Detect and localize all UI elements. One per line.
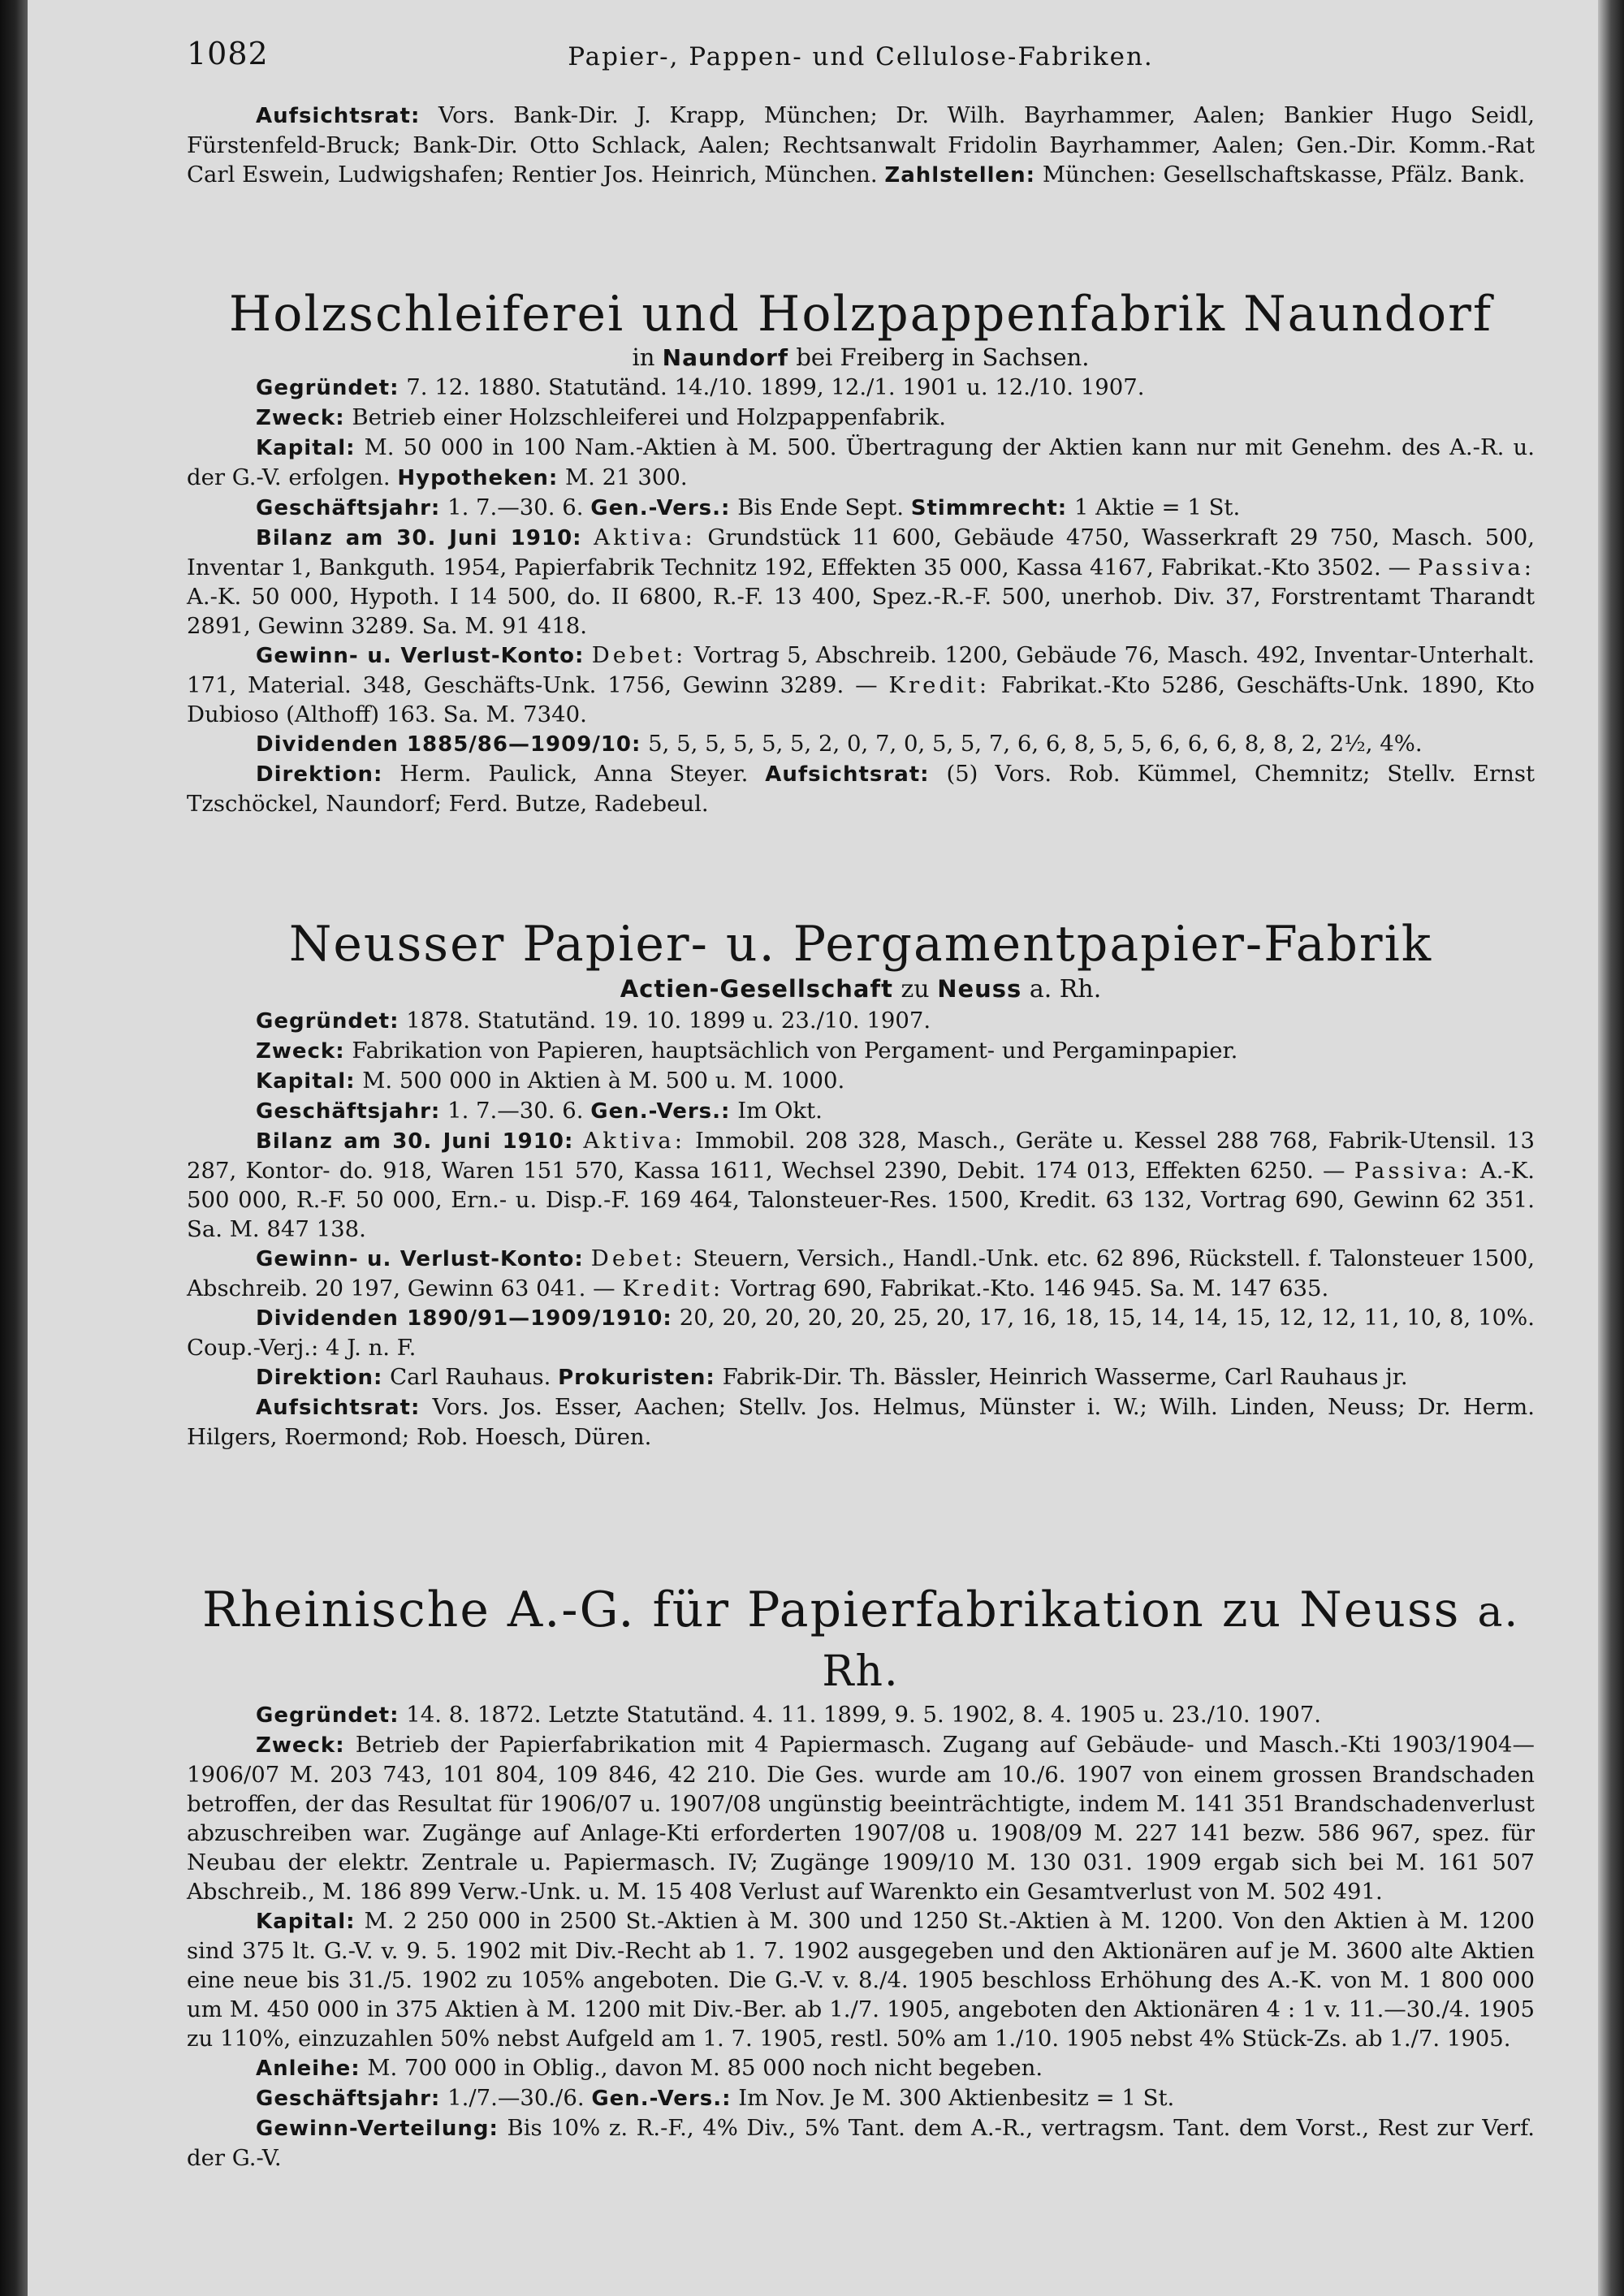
neusser-zweck <box>187 1036 1535 1066</box>
entry-neusser <box>187 916 1535 1452</box>
entry-rheinische <box>187 1582 1535 2173</box>
rheinische-title-tail: a. Rh. <box>822 1588 1520 1696</box>
naundorf-hypotheken-label: Hypotheken: <box>397 466 559 490</box>
naundorf-kapital-label: Kapital: <box>256 436 356 460</box>
neusser-sub-place: Neuss <box>937 975 1022 1003</box>
rheinische-gewinnverteilung <box>187 2113 1535 2173</box>
rheinische-zweck <box>187 1730 1535 1906</box>
rheinische-anleihe <box>187 2053 1535 2083</box>
naundorf-sub-pre: in <box>632 343 655 371</box>
naundorf-aufsichtsrat-text: (5) Vors. Rob. Kümmel, Chemnitz; Stellv. Ernst Tzschöckel, Naundorf; Ferd. Butze, Radebeul. <box>187 761 1535 817</box>
neusser-aufsichtsrat-label: Aufsichtsrat: <box>256 1396 421 1420</box>
neusser-subtitle <box>187 973 1535 1006</box>
neusser-bilanz-aktiva: Immobil. 208 328, Masch., Geräte u. Kessel 288 768, Fabrik-Utensil. 13 287, Kontor- do. 918, Waren 151 570, Kassa 1611, Wechsel 2390, Debit. 174 013, Effekten 6250. — <box>187 1128 1535 1184</box>
naundorf-dividenden <box>187 729 1535 759</box>
neusser-prokuristen-text: Fabrik-Dir. Th. Bässler, Heinrich Wasserme, Carl Rauhaus jr. <box>722 1364 1408 1390</box>
neusser-bilanz <box>187 1126 1535 1244</box>
neusser-dividenden <box>187 1303 1535 1362</box>
prev-zahlstellen-text: München: Gesellschaftskasse, Pfälz. Bank. <box>1042 162 1526 188</box>
naundorf-gegruendet <box>187 373 1535 403</box>
neusser-sub-bold: Actien-Gesellschaft <box>620 975 893 1003</box>
running-title: Papier-, Pappen- und Cellulose-Fabriken. <box>568 42 1154 71</box>
neusser-genvers-label: Gen.-Vers.: <box>590 1099 731 1124</box>
neusser-geschaeftsjahr-text: 1. 7.—30. 6. <box>447 1098 584 1124</box>
rheinische-gegruendet-text: 14. 8. 1872. Letzte Statutänd. 4. 11. 1899, 9. 5. 1902, 8. 4. 1905 u. 23./10. 1907. <box>406 1702 1322 1728</box>
naundorf-genvers-text: Bis Ende Sept. <box>737 494 904 520</box>
rheinische-kapital-label: Kapital: <box>256 1910 356 1934</box>
naundorf-stimmrecht-text: 1 Aktie = 1 St. <box>1073 494 1241 520</box>
rheinische-zweck-text: Betrieb der Papierfabrikation mit 4 Papiermasch. Zugang auf Gebäude- und Masch.-Kti 1903/1904—1906/07 M. 203 743, 101 804, 109 846, 42 210. Die Ges. wurde am 10./6. 1907 von einem grossen Brandschaden betroffen, der das Resultat für 1906/07 u. 1907/08 ungünstig beeinträchtigte, indem M. 141 351 Brandschadenverlust abzuschreiben war. Zugänge auf Anlage-Kti erforderten 1907/08 u. 1908/09 M. 227 141 bezw. 586 967, spez. für Neubau der elektr. Zentrale u. Papiermasch. IV; Zugänge 1909/10 M. 130 031. 1909 ergab sich bei M. 161 507 Abschreib., M. 186 899 Verw.-Unk. u. M. 15 408 Verlust auf Warenkto ein Gesamtverlust von M. 502 491. <box>187 1732 1535 1905</box>
neusser-title: Neusser Papier- u. Pergamentpapier-Fabrik <box>288 916 1433 973</box>
naundorf-bilanz-passiva: A.-K. 50 000, Hypoth. I 14 500, do. II 6800, R.-F. 13 400, Spez.-R.-F. 500, unerhob. Div. 37, Forstrentamt Tharandt 2891, Gewinn 3289. Sa. M. 91 418. <box>187 584 1535 639</box>
naundorf-passiva-word: Passiva: <box>1418 555 1535 580</box>
prev-aufsichtsrat-text: Vors. Bank-Dir. J. Krapp, München; Dr. Wilh. Bayrhammer, Aalen; Bankier Hugo Seidl, Fürstenfeld-Bruck; Bank-Dir. Otto Schlack, Aalen; Rechtsanwalt Fridolin Bayrhammer, Aalen; Gen.-Dir. Komm.-Rat Carl Eswein, Ludwigshafen; Rentier Jos. Heinrich, München. <box>187 102 1535 188</box>
neusser-sub-post: a. Rh. <box>1029 975 1102 1003</box>
naundorf-dividenden-label: Dividenden 1885/86—1909/10: <box>256 732 641 757</box>
naundorf-subtitle <box>187 343 1535 373</box>
rheinische-zweck-label: Zweck: <box>256 1733 345 1758</box>
rheinische-kapital <box>187 1906 1535 2053</box>
left-binding-shadow <box>0 0 28 2296</box>
rheinische-gewinnverteilung-text: Bis 10% z. R.-F., 4% Div., 5% Tant. dem A.-R., vertragsm. Tant. dem Vorst., Rest zur Verf. der G.-V. <box>187 2115 1535 2171</box>
naundorf-hypotheken-text: M. 21 300. <box>565 464 688 490</box>
prev-aufsichtsrat-paragraph <box>187 101 1535 190</box>
naundorf-guv <box>187 641 1535 729</box>
rheinische-genvers-text: Im Nov. Je M. 300 Aktienbesitz = 1 St. <box>738 2085 1175 2111</box>
neusser-kapital <box>187 1066 1535 1096</box>
neusser-geschaeftsjahr <box>187 1096 1535 1126</box>
rheinische-gegruendet-label: Gegründet: <box>256 1703 400 1728</box>
naundorf-zweck-text: Betrieb einer Holzschleiferei und Holzpappenfabrik. <box>352 404 947 430</box>
naundorf-gegruendet-label: Gegründet: <box>256 376 400 400</box>
entry-naundorf <box>187 286 1535 818</box>
rheinische-gewinnverteilung-label: Gewinn-Verteilung: <box>256 2117 499 2141</box>
neusser-zweck-text: Fabrikation von Papieren, hauptsächlich von Pergament- und Pergaminpapier. <box>352 1038 1238 1064</box>
neusser-gegruendet-text: 1878. Statutänd. 19. 10. 1899 u. 23./10. 1907. <box>406 1008 931 1034</box>
naundorf-bilanz-aktiva: Grundstück 11 600, Gebäude 4750, Wasserkraft 29 750, Masch. 500, Inventar 1, Bankguth. 1954, Papierfabrik Technitz 192, Effekten 35 000, Kassa 4167, Fabrikat.-Kto 3502. — <box>187 524 1535 580</box>
rheinische-gegruendet <box>187 1700 1535 1730</box>
rheinische-title <box>187 1582 1535 1700</box>
rheinische-geschaeftsjahr-label: Geschäftsjahr: <box>256 2087 441 2111</box>
naundorf-genvers-label: Gen.-Vers.: <box>590 496 731 520</box>
running-head <box>187 36 1535 76</box>
neusser-prokuristen-label: Prokuristen: <box>558 1366 715 1390</box>
naundorf-guv-kredit: Fabrikat.-Kto 5286, Geschäfts-Unk. 1890, Kto Dubioso (Althoff) 163. Sa. M. 7340. <box>187 672 1535 727</box>
naundorf-bilanz-label: Bilanz am 30. Juni 1910: <box>256 526 582 550</box>
neusser-guv <box>187 1244 1535 1303</box>
neusser-direktion <box>187 1362 1535 1392</box>
page-number: 1082 <box>187 36 269 71</box>
neusser-aufsichtsrat <box>187 1392 1535 1452</box>
neusser-gegruendet-label: Gegründet: <box>256 1009 400 1034</box>
naundorf-zweck <box>187 403 1535 433</box>
neusser-direktion-label: Direktion: <box>256 1366 383 1390</box>
neusser-kapital-label: Kapital: <box>256 1069 356 1094</box>
naundorf-geschaeftsjahr-text: 1. 7.—30. 6. <box>447 494 584 520</box>
neusser-geschaeftsjahr-label: Geschäftsjahr: <box>256 1099 441 1124</box>
rheinische-title-main: Rheinische A.-G. für Papierfabrikation zu Neuss <box>201 1582 1461 1638</box>
naundorf-stimmrecht-label: Stimmrecht: <box>910 496 1068 520</box>
page <box>187 0 1535 2296</box>
rheinische-genvers-label: Gen.-Vers.: <box>591 2087 732 2111</box>
prev-entry <box>187 101 1535 190</box>
neusser-debet-word: Debet: <box>590 1245 686 1271</box>
naundorf-sub-place: Naundorf <box>662 344 789 371</box>
naundorf-gegruendet-text: 7. 12. 1880. Statutänd. 14./10. 1899, 12./1. 1901 u. 12./10. 1907. <box>406 374 1145 400</box>
rheinische-geschaeftsjahr-text: 1./7.—30./6. <box>447 2085 585 2111</box>
naundorf-debet-word: Debet: <box>591 642 687 668</box>
naundorf-title: Holzschleiferei und Holzpappenfabrik Naundorf <box>228 286 1493 343</box>
naundorf-geschaeftsjahr-label: Geschäftsjahr: <box>256 496 441 520</box>
naundorf-geschaeftsjahr <box>187 493 1535 523</box>
naundorf-zweck-label: Zweck: <box>256 406 345 430</box>
neusser-genvers-text: Im Okt. <box>737 1098 823 1124</box>
neusser-sub-zu: zu <box>901 975 930 1003</box>
naundorf-direktion-label: Direktion: <box>256 762 383 787</box>
neusser-zweck-label: Zweck: <box>256 1039 345 1064</box>
naundorf-direktion <box>187 759 1535 818</box>
naundorf-kapital-text: M. 50 000 in 100 Nam.-Aktien à M. 500. Übertragung der Aktien kann nur mit Genehm. des A.-R. u. der G.-V. erfolgen. <box>187 434 1535 490</box>
naundorf-guv-label: Gewinn- u. Verlust-Konto: <box>256 644 585 668</box>
neusser-guv-debet: Steuern, Versich., Handl.-Unk. etc. 62 896, Rückstell. f. Talonsteuer 1500, Abschreib. 20 197, Gewinn 63 041. — <box>187 1245 1535 1301</box>
rheinische-kapital-text: M. 2 250 000 in 2500 St.-Aktien à M. 300 und 1250 St.-Aktien à M. 1200. Von den Aktien à M. 1200 sind 375 lt. G.-V. v. 9. 5. 1902 mit Div.-Recht ab 1. 7. 1902 ausgegeben und den Aktionären auf je M. 3600 alte Aktien eine neue bis 31./5. 1902 zu 105% angeboten. Die G.-V. v. 8./4. 1905 beschloss Erhöhung des A.-K. von M. 1 800 000 um M. 450 000 in 375 Aktien à M. 1200 mit Div.-Ber. ab 1./7. 1905, angeboten den Aktionären 4 : 1 v. 11.—30./4. 1905 zu 110%, einzuzahlen 50% nebst Aufgeld am 1. 7. 1905, restl. 50% am 1./10. 1905 nebst 4% Stück-Zs. ab 1./7. 1905. <box>187 1908 1535 2052</box>
neusser-bilanz-label: Bilanz am 30. Juni 1910: <box>256 1129 574 1154</box>
naundorf-sub-post: bei Freiberg in Sachsen. <box>796 343 1090 371</box>
prev-aufsichtsrat-label: Aufsichtsrat: <box>256 104 421 128</box>
naundorf-direktion-text: Herm. Paulick, Anna Steyer. <box>400 761 749 787</box>
neusser-guv-label: Gewinn- u. Verlust-Konto: <box>256 1247 584 1271</box>
neusser-bilanz-passiva: A.-K. 500 000, R.-F. 50 000, Ern.- u. Disp.-F. 169 464, Talonsteuer-Res. 1500, Kredit. 63 132, Vortrag 690, Gewinn 62 351. Sa. M. 847 138. <box>187 1158 1535 1242</box>
naundorf-kapital <box>187 433 1535 493</box>
neusser-kredit-word: Kredit: <box>622 1275 724 1301</box>
right-edge-shadow <box>1598 0 1624 2296</box>
neusser-aufsichtsrat-text: Vors. Jos. Esser, Aachen; Stellv. Jos. Helmus, Münster i. W.; Wilh. Linden, Neuss; Dr. Herm. Hilgers, Roermond; Rob. Hoesch, Düren. <box>187 1394 1535 1450</box>
neusser-dividenden-text: 20, 20, 20, 20, 20, 25, 20, 17, 16, 18, 15, 14, 14, 15, 12, 12, 11, 10, 8, 10%. Coup.-Verj.: 4 J. n. F. <box>187 1305 1535 1361</box>
neusser-gegruendet <box>187 1006 1535 1036</box>
rheinische-anleihe-text: M. 700 000 in Oblig., davon M. 85 000 noch nicht begeben. <box>367 2055 1043 2081</box>
naundorf-dividenden-text: 5, 5, 5, 5, 5, 5, 2, 0, 7, 0, 5, 5, 7, 6, 6, 8, 5, 5, 6, 6, 6, 8, 8, 2, 2½, 4%. <box>648 731 1423 757</box>
prev-zahlstellen-label: Zahlstellen: <box>884 163 1036 188</box>
neusser-dividenden-label: Dividenden 1890/91—1909/1910: <box>256 1306 672 1331</box>
rheinische-geschaeftsjahr <box>187 2083 1535 2113</box>
naundorf-kredit-word: Kredit: <box>888 672 991 698</box>
neusser-passiva-word: Passiva: <box>1354 1158 1471 1184</box>
neusser-kapital-text: M. 500 000 in Aktien à M. 500 u. M. 1000. <box>362 1068 845 1094</box>
naundorf-bilanz <box>187 523 1535 641</box>
rheinische-anleihe-label: Anleihe: <box>256 2056 361 2081</box>
naundorf-guv-debet: Vortrag 5, Abschreib. 1200, Gebäude 76, Masch. 492, Inventar-Unterhalt. 171, Material. 348, Geschäfts-Unk. 1756, Gewinn 3289. — <box>187 642 1535 698</box>
naundorf-aktiva-word: Aktiva: <box>594 524 696 550</box>
neusser-aktiva-word: Aktiva: <box>583 1128 685 1154</box>
neusser-guv-kredit: Vortrag 690, Fabrikat.-Kto. 146 945. Sa. M. 147 635. <box>730 1275 1329 1301</box>
neusser-direktion-text: Carl Rauhaus. <box>390 1364 551 1390</box>
naundorf-aufsichtsrat-label: Aufsichtsrat: <box>765 762 930 787</box>
